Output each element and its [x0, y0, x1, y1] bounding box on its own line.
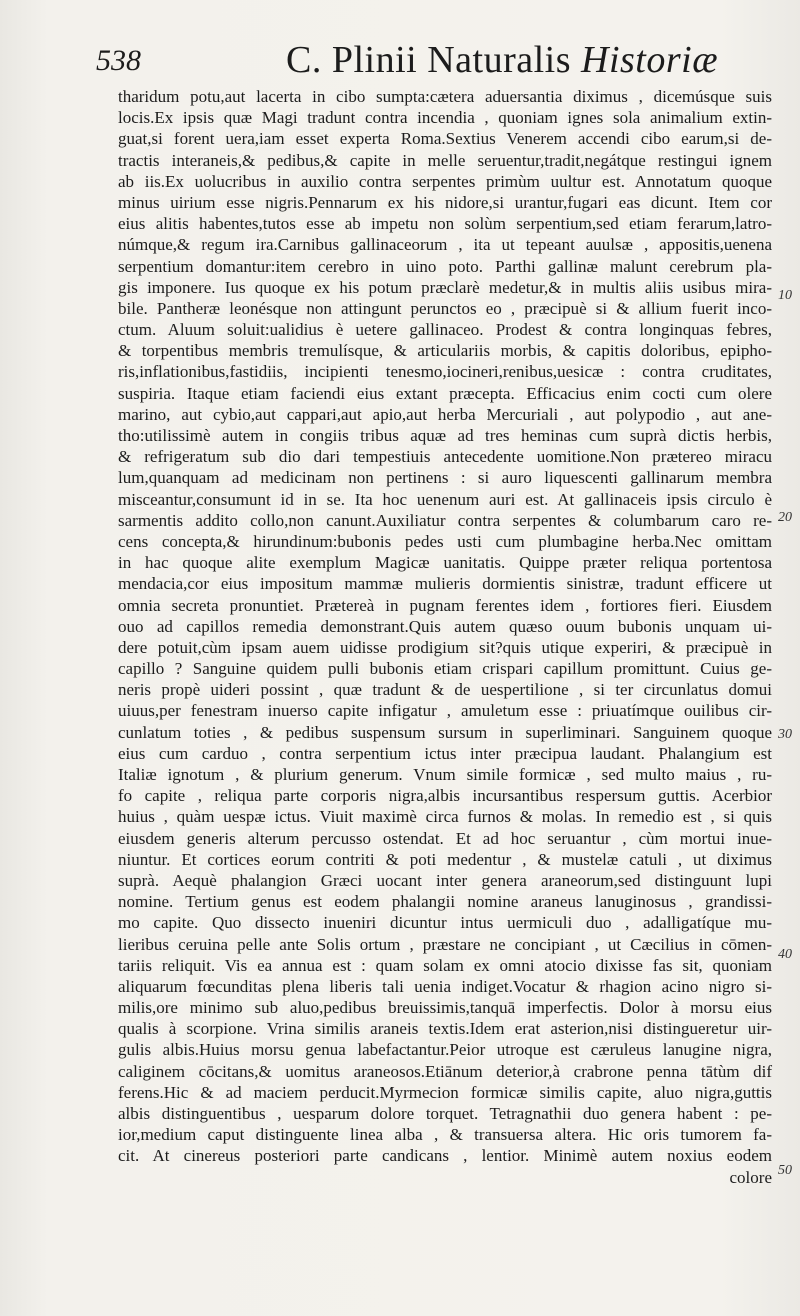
- text-line: ris,inflationibus,fastidiis, incipienti tenesmo,iocineri,renibus,uesicæ : contra cruditates,: [118, 362, 772, 382]
- running-head-roman: C. Plinii Naturalis: [286, 39, 581, 81]
- margin-line-number: 50: [778, 1163, 792, 1178]
- text-line: nomine. Tertium genus est eodem phalangii nomine araneus lanuginosus , grandissi-: [118, 892, 772, 912]
- text-line: tho:utilissimè autem in congiis tribus aquæ ad tres heminas cum suprà dictis herbis,: [118, 426, 772, 445]
- text-line: qualis à scorpione. Vrina similis araneis textis.Idem erat asterion,nisi distingueretur uir-: [118, 1019, 772, 1039]
- text-line: omnia secreta pronuntiet. Prætereà in pugnam ferentes idem , fortiores fieri. Eiusdem: [118, 595, 772, 615]
- text-line: uiuus,per fenestram inuerso capite infigatur , amuletum esse : priuatímque ouilibus cir-: [118, 701, 772, 721]
- text-line: ctum. Aluum soluit:ualidius è uetere gallinaceo. Prodest & contra longinquas febres,: [118, 320, 772, 340]
- text-line: bile. Pantheræ leonésque non attingunt perunctos eo , præcipuè si & allium fuerit inco-: [118, 298, 772, 318]
- text-line: suprà. Aequè phalangion Græci uocant inter genera araneorum,sed distinguunt lupi: [118, 870, 772, 890]
- text-line: niuntur. Et cortices eorum contriti & poti medentur , & mustelæ catuli , ut diximus: [118, 849, 772, 869]
- text-line: ouo ad capillos remedia demonstrant.Quis autem quæso ouum bubonis unquam ui-: [118, 616, 772, 636]
- text-line: cens concepta,& hirundinum:bubonis pedes usti cum plumbagine herba.Nec omittam: [118, 531, 772, 551]
- text-line: eius cum carduo , contra serpentium ictus inter præcipua laudant. Phalangium est: [118, 743, 772, 763]
- text-line: ior,medium caput distinguente linea alba , & transuersa altera. Hic oris tumorem fa-: [118, 1125, 772, 1145]
- margin-line-number: 30: [778, 727, 792, 742]
- running-head: [286, 40, 718, 80]
- text-line: minus uirium esse nigris.Pennarum ex his nidore,si urantur,fugari eas dicunt. Item cor: [118, 192, 772, 212]
- text-line: cit. At cinereus posteriori parte candicans , lentior. Minimè autem noxius eodem: [118, 1146, 772, 1166]
- text-line: Italiæ ignotum , & plurium generum. Vnum simile formicæ , sed multo maius , ru-: [118, 765, 772, 784]
- text-line: tharidum potu,aut lacerta in cibo sumpta:cætera aduersantia diximus , dicemúsque suis: [118, 87, 772, 106]
- text-line: albis distinguentibus , uesparum dolore torquet. Tetragnathii duo genera habent : pe-: [118, 1104, 772, 1123]
- text-line: & torpentibus membris tremulísque, & articulariis morbis, & capitis doloribus, epipho-: [118, 341, 772, 361]
- text-line: misceantur,consumunt id in se. Ita hoc uenenum auri est. At gallinaceis ipsis circulo è: [118, 489, 772, 509]
- text-line: neris propè uideri possint , quæ tradunt & de uespertilione , si ter circunlatus domui: [118, 680, 772, 700]
- text-line: caliginem cōcitans,& uomitus araneosos.Etiānum deterior,à crabrone penna tātùm dif: [118, 1061, 772, 1081]
- text-line: colore: [729, 1167, 772, 1187]
- text-line: cunlatum toties , & pedibus suspensum sursum in superliminari. Sanguinem quoque: [118, 722, 772, 742]
- text-line: gulis albis.Huius morsu genua labefactantur.Peior utroque est cæruleus lanugine nigra,: [118, 1040, 772, 1060]
- text-line: huius , quàm uespæ ictus. Viuit maximè circa furnos & molas. In remedio est , si quis: [118, 807, 772, 827]
- running-head-italic: Historiæ: [581, 39, 719, 81]
- page-number: 538: [96, 44, 141, 77]
- text-line: ab iis.Ex uolucribus in auxilio contra serpentes primùm uultur est. Annotatum quoque: [118, 171, 772, 191]
- text-line: tractis interaneis,& pedibus,& capite in melle seruentur,tradit,negátque restingui ignem: [118, 150, 772, 170]
- text-line: guat,si forent uera,iam esset experta Roma.Sextius Venerem accendi cibo earum,si de-: [118, 129, 772, 149]
- text-line: aliquarum fœcunditas plena liberis tali uenia indiget.Vocatur & rhagion acino nigro si-: [118, 976, 772, 996]
- text-line: tariis reliquit. Vis ea annua est : quam solam ex omni atocio dixisse fas sit, quoniam: [118, 955, 772, 975]
- text-line: marino, aut cybio,aut cappari,aut apio,aut herba Mercuriali , aut polypodio , aut ane-: [118, 404, 772, 424]
- text-line: suspiria. Itaque etiam faciendi eius extant præcepta. Efficacius enim cocti cum olere: [118, 383, 772, 403]
- text-line: serpentium domantur:item cerebro in uino poto. Parthi gallinæ malunt cerebrum pla-: [118, 256, 772, 276]
- text-body: [118, 86, 772, 1188]
- text-line: lum,quanquam ad medicinam non pertinens : si auro liquescenti gallinarum membra: [118, 468, 772, 488]
- text-line: eiusdem generis alterum percusso ostendat. Et ad hoc seruantur , cùm mortui inue-: [118, 828, 772, 848]
- text-line: gis imponere. Ius quoque ex his potum præclarè medetur,& in multis aliis usibus mira-: [118, 277, 772, 297]
- text-line: milis,ore minimo sub aluo,pedibus breuissimis,tanquā imperfectis. Dolor à morsu eius: [118, 998, 772, 1018]
- text-line: capillo ? Sanguine quidem pulli bubonis etiam crispari capillum promittunt. Cuius ge-: [118, 659, 772, 679]
- text-line: in hac quoque alite exemplum Magicæ uanitatis. Quippe præter reliqua portentosa: [118, 553, 772, 573]
- text-line: sarmentis addito collo,non canunt.Auxiliatur contra serpentes & columbarum caro re-: [118, 510, 772, 530]
- text-line: locis.Ex ipsis quæ Magi tradunt contra incendia , quoniam ignes sola animalium extin-: [118, 108, 772, 128]
- text-line: ferens.Hic & ad maciem perducit.Myrmecion formicæ similis capite, aluo nigra,guttis: [118, 1082, 772, 1102]
- text-line: fo capite , reliqua parte corporis nigra,albis incursantibus respersum guttis. Acerbior: [118, 786, 772, 806]
- text-line: lieribus ceruina pelle ante Solis ortum , præstare ne concipiant , ut Cæcilius in cōmen-: [118, 934, 772, 954]
- margin-line-number: 10: [778, 288, 792, 303]
- text-line: mendacia,cor eius impositum mammæ mulieris dormientis sinistræ, tradunt efficere ut: [118, 574, 772, 594]
- text-line: & refrigeratum sub dio dari tempestiuis antecedente uomitione.Non prætereo miracu: [118, 447, 772, 467]
- text-line: eius alitis habentes,tutos esse ab impetu non solùm serpentium,sed etiam ferarum,latro-: [118, 214, 772, 234]
- text-line: dere potuit,cùm ipsam auem uidisse prodigium sit?quis utique experiri, & præcipuè in: [118, 637, 772, 657]
- margin-line-number: 40: [778, 947, 792, 962]
- text-line: mo capite. Quo dissecto inueniri dicuntur intus uermiculi duo , adalligatíque mu-: [118, 913, 772, 933]
- margin-line-number: 20: [778, 510, 792, 525]
- text-line: númque,& regum ira.Carnibus gallinaceorum , ita ut tepeant auulsæ , appositis,uenena: [118, 235, 772, 255]
